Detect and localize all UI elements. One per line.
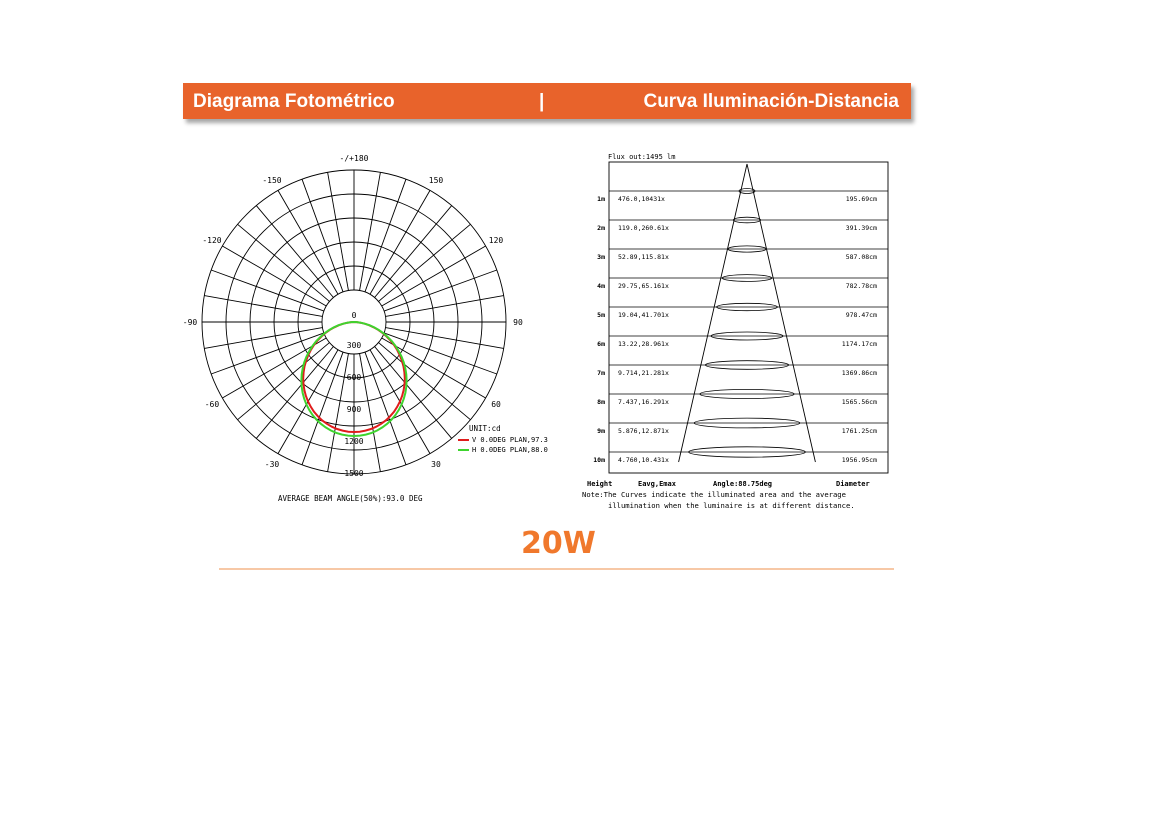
polar-spoke [328,172,349,290]
polar-angle-label: -60 [204,400,220,409]
photometric-diagram-title: Diagrama Fotométrico [193,91,395,112]
row-values-label: 7.437,16.291x [618,398,669,406]
polar-angle-label: 120 [488,236,504,245]
header-separator: | [539,91,545,112]
polar-spoke [360,172,381,290]
row-height-label: 9m [597,427,605,435]
row-diameter-label: 1174.17cm [841,340,877,348]
footer-height: Height [587,480,613,488]
row-diameter-label: 782.78cm [845,282,877,290]
note-line-2: illumination when the luminaire is at different distance. [608,501,855,510]
polar-spoke [328,354,349,472]
polar-angle-label: -120 [202,236,222,245]
row-diameter-label: 391.39cm [845,224,877,232]
polar-spoke [302,179,343,292]
row-diameter-label: 587.08cm [845,253,877,261]
row-diameter-label: 1956.95cm [841,456,877,464]
divider-line [219,568,894,570]
polar-angle-label: 30 [431,460,441,470]
row-diameter-label: 195.69cm [845,195,877,203]
row-height-label: 2m [597,224,605,232]
polar-spoke [204,328,322,349]
row-height-label: 8m [597,398,605,406]
polar-spoke [204,296,322,317]
polar-angle-label: 0 [351,311,357,320]
polar-angle-label: -90 [182,318,198,327]
wattage-label: 20W [521,526,596,561]
note-line-1: Note:The Curves indicate the illuminated area and the average [582,490,846,499]
unit-label: UNIT:cd [469,424,501,433]
row-values-label: 52.89,115.81x [618,253,669,261]
row-values-label: 19.04,41.701x [618,311,669,319]
beam-angle-label: AVERAGE BEAM ANGLE(50%):93.0 DEG [278,494,423,503]
row-height-label: 7m [597,369,605,377]
footer-angle: Angle:88.75deg [713,480,773,488]
row-diameter-label: 1761.25cm [841,427,877,435]
row-height-label: 4m [597,282,605,290]
row-height-label: 3m [597,253,605,261]
row-values-label: 4.760,10.431x [618,456,669,464]
cone-edge-left [679,164,747,462]
row-diameter-label: 978.47cm [845,311,877,319]
polar-radial-label: 900 [346,405,362,414]
polar-spoke [360,354,381,472]
row-values-label: 119.0,260.61x [618,224,669,232]
polar-angle-label: 90 [513,318,523,327]
row-values-label: 9.714,21.281x [618,369,669,377]
flux-label: Flux out:1495 lm [608,153,676,161]
row-values-label: 5.876,12.871x [618,427,669,435]
illumination-distance-title: Curva Iluminación-Distancia [643,91,899,112]
polar-spoke [365,179,406,292]
polar-angle-label: -150 [262,175,282,185]
polar-angle-label: -/+180 [339,154,369,163]
polar-radial-label: 600 [346,373,362,382]
row-diameter-label: 1565.56cm [841,398,877,406]
polar-spoke [386,296,504,317]
footer-eavg: Eavg,Emax [638,480,676,488]
polar-spoke [211,270,324,311]
polar-spoke [386,328,504,349]
row-height-label: 5m [597,311,605,319]
polar-radial-label: 1200 [344,437,364,446]
polar-angle-label: 60 [491,400,501,409]
row-height-label: 6m [597,340,605,348]
polar-spoke [384,270,497,311]
row-height-label: 10m [593,456,605,464]
polar-angle-label: -30 [264,460,280,470]
row-values-label: 29.75,65.161x [618,282,669,290]
polar-radial-label: 300 [346,341,362,350]
footer-diameter: Diameter [836,480,870,488]
polar-angle-label: 150 [428,175,444,185]
row-height-label: 1m [597,195,605,203]
polar-radial-label: 1500 [344,469,364,478]
row-values-label: 13.22,28.961x [618,340,669,348]
legend-h-label: H 0.0DEG PLAN,88.0 [472,446,548,454]
cone-edge-right [747,164,815,462]
cone-diagram [593,164,888,464]
row-diameter-label: 1369.86cm [841,369,877,377]
legend-v-label: V 0.0DEG PLAN,97.3 [472,436,548,444]
row-values-label: 476.0,10431x [618,195,665,203]
